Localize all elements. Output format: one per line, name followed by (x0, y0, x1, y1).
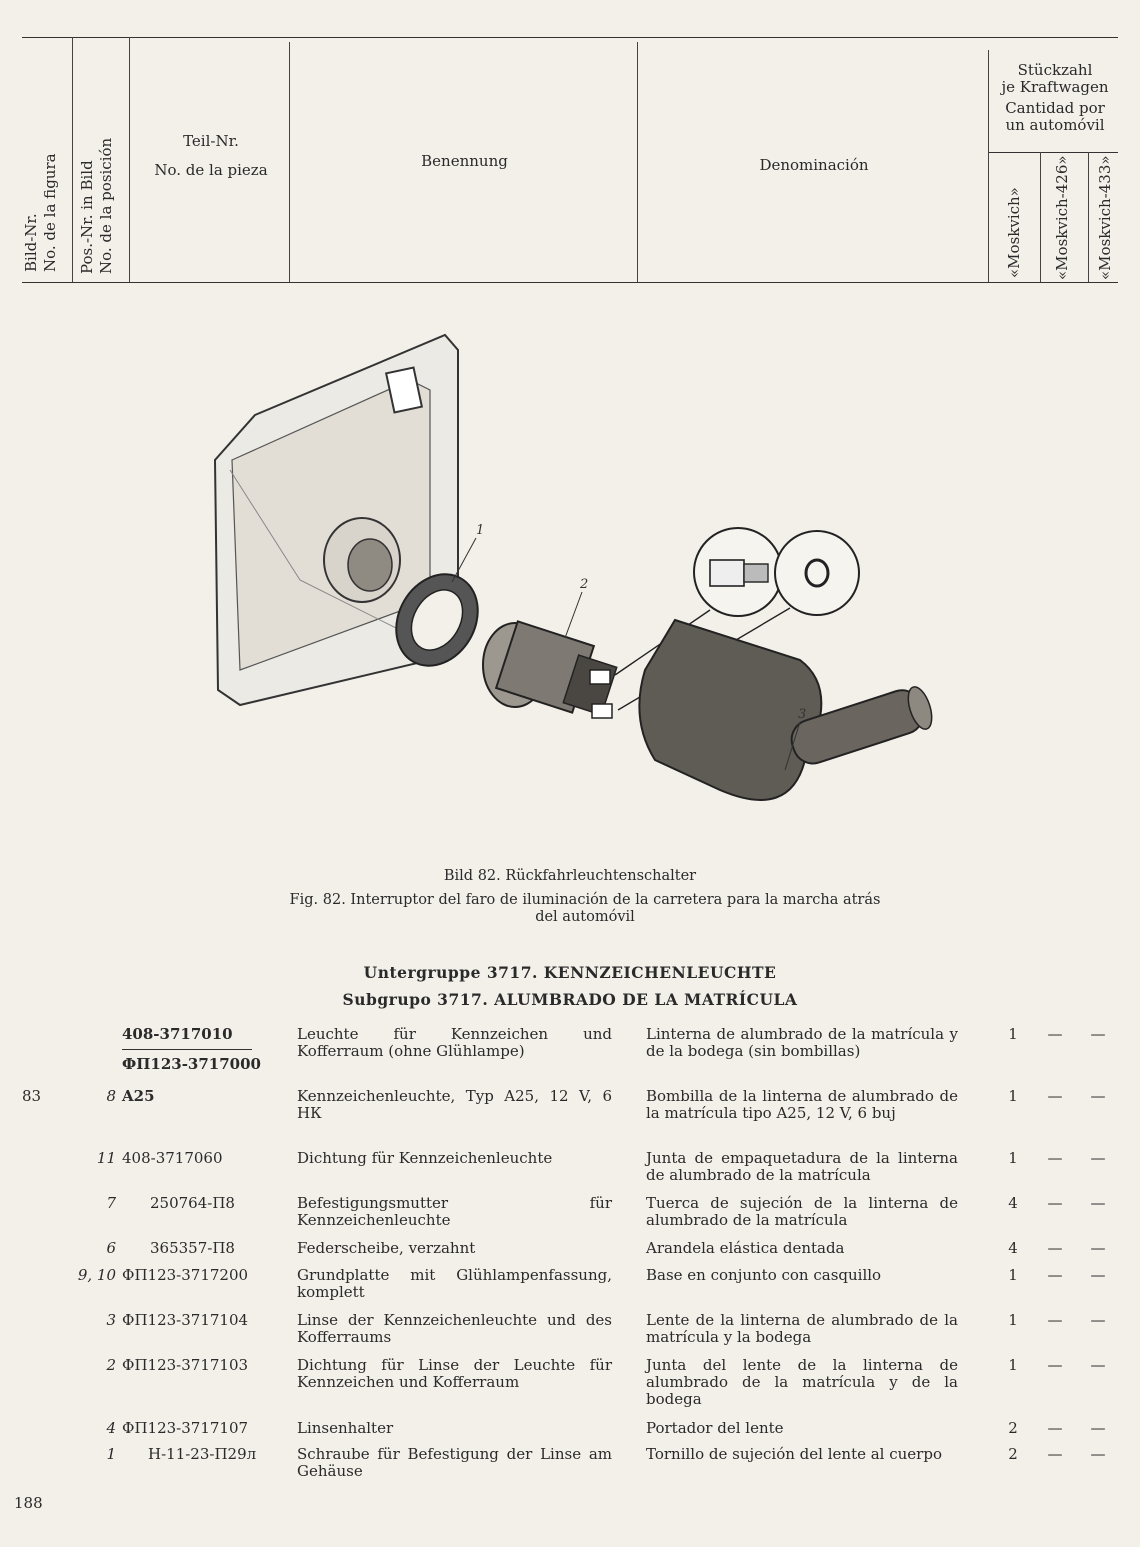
qty-moskvich: 1 (1008, 1149, 1018, 1167)
name-german: Dichtung für Linse der Leuchte für Kennzeichen und Kofferraum (297, 1356, 612, 1391)
qty-moskvich-426: — (1047, 1311, 1063, 1329)
name-spanish: Junta de empaquetadura de la linterna de alumbrado de la matrícula (646, 1149, 958, 1184)
qty-moskvich-433: — (1090, 1194, 1106, 1212)
position-number: 6 (106, 1239, 116, 1257)
qty-moskvich-426: — (1047, 1194, 1063, 1212)
position-number: 1 (106, 1445, 116, 1463)
figure-illustration (200, 320, 940, 865)
callout-2: 2 (580, 577, 589, 592)
part-number: 365357-П8 (150, 1239, 235, 1257)
qty-moskvich-426: — (1047, 1239, 1063, 1257)
position-number: 7 (106, 1194, 116, 1212)
col-divider (1040, 152, 1041, 282)
name-german: Federscheibe, verzahnt (297, 1239, 476, 1257)
col-divider (129, 37, 130, 282)
section-title-es: Subgrupo 3717. ALUMBRADO DE LA MATRÍCULA (342, 990, 798, 1009)
name-german: Linsenhalter (297, 1419, 394, 1437)
qty-moskvich: 4 (1008, 1239, 1018, 1257)
position-number: 11 (96, 1149, 116, 1167)
name-german: Schraube für Befestigung der Linse am Gehäuse (297, 1445, 612, 1480)
header-denominacion: Denominación (759, 156, 869, 174)
header-model-moskvich-433: «Moskvich-433» (1096, 155, 1114, 280)
qty-moskvich-426: — (1047, 1025, 1063, 1043)
qty-moskvich-426: — (1047, 1445, 1063, 1463)
qty-moskvich-433: — (1090, 1087, 1106, 1105)
name-spanish: Linterna de alumbrado de la matrícula y de la bodega (sin bombillas) (646, 1025, 958, 1060)
name-spanish: Base en conjunto con casquillo (646, 1266, 882, 1284)
name-spanish: Lente de la linterna de alumbrado de la matrícula y la bodega (646, 1311, 958, 1346)
qty-moskvich: 1 (1008, 1087, 1018, 1105)
header-quantity: Stückzahl je Kraftwagen Cantidad por un automóvil (1001, 61, 1109, 134)
header-bottom-rule (22, 282, 1118, 283)
col-divider (289, 42, 290, 282)
part-number: 250764-П8 (150, 1194, 235, 1212)
header-benennung: Benennung (421, 152, 508, 170)
part-number: 408-3717060 (122, 1149, 223, 1167)
qty-moskvich-426: — (1047, 1149, 1063, 1167)
section-title-de: Untergruppe 3717. KENNZEICHENLEUCHTE (363, 963, 777, 982)
name-german: Linse der Kennzeichenleuchte und des Kofferraums (297, 1311, 612, 1346)
position-number: 8 (106, 1087, 116, 1105)
qty-moskvich: 1 (1008, 1311, 1018, 1329)
position-number: 4 (106, 1419, 116, 1437)
qty-moskvich-426: — (1047, 1419, 1063, 1437)
qty-moskvich: 2 (1008, 1445, 1018, 1463)
name-spanish: Junta del lente de la linterna de alumbrado de la matrícula y de la bodega (646, 1356, 958, 1408)
part-number: ФП123-3717200 (122, 1266, 249, 1284)
qty-moskvich: 1 (1008, 1266, 1018, 1284)
figure-caption-es: Fig. 82. Interruptor del faro de iluminación de la carretera para la marcha atrás del automóvil (289, 892, 881, 925)
qty-moskvich-426: — (1047, 1087, 1063, 1105)
name-spanish: Portador del lente (646, 1419, 784, 1437)
switch-exploded-drawing (200, 320, 940, 865)
qty-moskvich-433: — (1090, 1239, 1106, 1257)
callout-1: 1 (476, 523, 485, 538)
col-divider (1088, 152, 1089, 282)
col-divider (637, 42, 638, 282)
qty-moskvich-433: — (1090, 1356, 1106, 1374)
part-number: A25 (122, 1087, 155, 1105)
figure-caption-de: Bild 82. Rückfahrleuchtenschalter (443, 868, 697, 884)
part-number: ФП123-3717103 (122, 1356, 249, 1374)
name-german: Befestigungsmutter für Kennzeichenleuchte (297, 1194, 612, 1229)
name-spanish: Bombilla de la linterna de alumbrado de la matrícula tipo A25, 12 V, 6 buj (646, 1087, 958, 1122)
name-spanish: Tuerca de sujeción de la linterna de alumbrado de la matrícula (646, 1194, 958, 1229)
position-number: 9, 10 (77, 1266, 116, 1284)
qty-moskvich-426: — (1047, 1266, 1063, 1284)
name-german: Grundplatte mit Glühlampenfassung, komplett (297, 1266, 612, 1301)
position-number: 3 (106, 1311, 116, 1329)
qty-moskvich: 2 (1008, 1419, 1018, 1437)
header-pos-nr: Pos.-Nr. in Bild No. de la posición (78, 137, 115, 274)
page-number: 188 (14, 1494, 43, 1512)
col-divider (988, 50, 989, 282)
figure-number: 83 (22, 1087, 42, 1105)
qty-moskvich: 1 (1008, 1356, 1018, 1374)
position-number: 2 (106, 1356, 116, 1374)
name-spanish: Arandela elástica dentada (646, 1239, 845, 1257)
qty-moskvich: 1 (1008, 1025, 1018, 1043)
header-bild-nr: Bild-Nr. No. de la figura (22, 153, 59, 272)
callout-3: 3 (798, 707, 807, 722)
part-number: 408-3717010 (122, 1026, 252, 1050)
qty-moskvich-433: — (1090, 1419, 1106, 1437)
qty-moskvich-433: — (1090, 1025, 1106, 1043)
qty-moskvich-433: — (1090, 1149, 1106, 1167)
header-top-rule (22, 37, 1118, 38)
name-spanish: Tornillo de sujeción del lente al cuerpo (646, 1445, 942, 1463)
qty-moskvich-426: — (1047, 1356, 1063, 1374)
qty-moskvich-433: — (1090, 1445, 1106, 1463)
header-model-moskvich: «Moskvich» (1005, 187, 1023, 278)
qty-moskvich-433: — (1090, 1311, 1106, 1329)
qty-moskvich-433: — (1090, 1266, 1106, 1284)
part-number: Н-11-23-П29л (148, 1445, 257, 1463)
qty-moskvich: 4 (1008, 1194, 1018, 1212)
part-number: ФП123-3717107 (122, 1419, 249, 1437)
name-german: Dichtung für Kennzeichenleuchte (297, 1149, 553, 1167)
header-model-moskvich-426: «Moskvich-426» (1053, 155, 1071, 280)
header-teil-nr: Teil-Nr. No. de la pieza (154, 132, 268, 179)
name-german: Kennzeichenleuchte, Typ A25, 12 V, 6 НК (297, 1087, 612, 1122)
part-number-alt: ФП123-3717000 (122, 1055, 261, 1073)
name-german: Leuchte für Kennzeichen und Kofferraum (ohne Glühlampe) (297, 1025, 612, 1060)
col-divider (72, 37, 73, 282)
part-number: ФП123-3717104 (122, 1311, 249, 1329)
qty-divider-rule (988, 152, 1118, 153)
